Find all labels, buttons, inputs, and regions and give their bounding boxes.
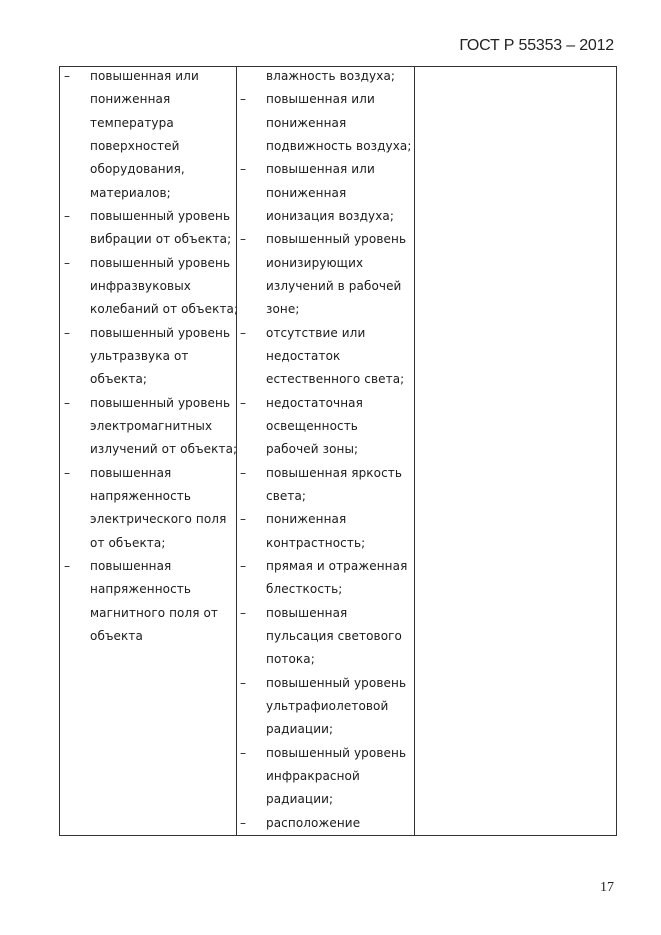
list-item-text-line: колебаний от объекта; xyxy=(90,302,239,317)
list-item-text-line: блесткость; xyxy=(266,582,343,597)
list-item-text-line: излучений в рабочей xyxy=(266,278,402,293)
list-item-text-line: естественного света; xyxy=(266,372,405,387)
list-item-text-line: повышенный уровень xyxy=(90,255,231,270)
list-item-text-line: пульсация светового xyxy=(266,628,402,643)
list-item-text-line: радиации; xyxy=(266,792,334,807)
hazard-factors-table xyxy=(59,66,617,836)
standard-code-header: ГОСТ Р 55353 – 2012 xyxy=(459,37,614,54)
list-item-text-line: объекта xyxy=(90,628,143,643)
list-item-text-line: материалов; xyxy=(90,185,171,200)
list-item-text-line: ионизация воздуха; xyxy=(266,208,395,223)
list-item-text-line: магнитного поля от xyxy=(90,605,219,620)
list-bullet: – xyxy=(240,232,246,247)
list-item-text-line: недостаток xyxy=(266,348,341,363)
list-item-text-line: освещенность xyxy=(266,418,358,433)
list-bullet: – xyxy=(240,745,246,760)
list-item-text-line: электромагнитных xyxy=(90,418,213,433)
list-bullet: – xyxy=(64,255,70,270)
list-item-text-line: повышенный уровень xyxy=(90,208,231,223)
list-bullet: – xyxy=(240,395,246,410)
list-bullet: – xyxy=(64,69,70,83)
list-item-text-line: напряженность xyxy=(90,488,192,503)
list-item-text-line: пониженная xyxy=(266,115,347,130)
list-item-text-line: ультразвука от xyxy=(90,348,189,363)
list-bullet: – xyxy=(64,558,70,573)
list-item-text-line: расположение xyxy=(266,815,361,830)
list-item-text-line: повышенный уровень xyxy=(90,395,231,410)
list-bullet: – xyxy=(64,465,70,480)
list-item-text-line: отсутствие или xyxy=(266,325,366,340)
list-item-text-line: повышенная яркость xyxy=(266,465,403,480)
list-item-text-line: объекта; xyxy=(90,372,148,387)
list-item-text-line: повышенная или xyxy=(266,92,375,107)
list-item-text-line: зоне; xyxy=(266,302,300,317)
list-item-text-line: потока; xyxy=(266,652,315,667)
list-item-text-line: повышенная или xyxy=(266,162,375,177)
column-divider-2 xyxy=(414,67,415,835)
list-item-text-line: температура xyxy=(90,115,174,130)
list-item-text-line: инфразвуковых xyxy=(90,278,191,293)
list-item-text-line: контрастность; xyxy=(266,535,366,550)
list-bullet: – xyxy=(240,815,246,830)
list-item-text-line: излучений от объекта; xyxy=(90,442,238,457)
list-bullet: – xyxy=(240,558,246,573)
list-item-text-line: поверхностей xyxy=(90,138,180,153)
list-item-text-line: повышенная xyxy=(90,465,172,480)
continued-text-line: влажность воздуха; xyxy=(266,69,396,83)
list-bullet: – xyxy=(64,395,70,410)
list-item-text-line: пониженная xyxy=(266,185,347,200)
list-bullet: – xyxy=(240,675,246,690)
list-item-text-line: света; xyxy=(266,488,307,503)
list-bullet: – xyxy=(240,325,246,340)
list-item-text-line: ионизирующих xyxy=(266,255,364,270)
list-item-text-line: вибрации от объекта; xyxy=(90,232,232,247)
list-item-text-line: радиации; xyxy=(266,722,334,737)
list-item-text-line: повышенный уровень xyxy=(266,675,407,690)
list-bullet: – xyxy=(240,162,246,177)
list-item-text-line: инфракрасной xyxy=(266,768,360,783)
list-item-text-line: пониженная xyxy=(266,512,347,527)
list-bullet: – xyxy=(240,465,246,480)
list-item-text-line: электрического поля xyxy=(90,512,227,527)
list-bullet: – xyxy=(240,92,246,107)
list-item-text-line: пониженная xyxy=(90,92,171,107)
list-bullet: – xyxy=(240,605,246,620)
list-item-text-line: рабочей зоны; xyxy=(266,442,359,457)
list-item-text-line: повышенная xyxy=(90,558,172,573)
list-item-text-line: напряженность xyxy=(90,582,192,597)
list-bullet: – xyxy=(64,325,70,340)
list-item-text-line: прямая и отраженная xyxy=(266,558,408,573)
list-item-text-line: недостаточная xyxy=(266,395,363,410)
list-bullet: – xyxy=(64,208,70,223)
page-number: 17 xyxy=(600,880,614,895)
list-item-text-line: повышенная xyxy=(266,605,348,620)
list-item-text-line: повышенная или xyxy=(90,69,199,83)
list-item-text-line: от объекта; xyxy=(90,535,166,550)
list-item-text-line: повышенный уровень xyxy=(90,325,231,340)
list-item-text-line: подвижность воздуха; xyxy=(266,138,412,153)
list-item-text-line: ультрафиолетовой xyxy=(266,698,389,713)
list-bullet: – xyxy=(240,512,246,527)
list-item-text-line: повышенный уровень xyxy=(266,232,407,247)
list-item-text-line: повышенный уровень xyxy=(266,745,407,760)
list-item-text-line: оборудования, xyxy=(90,162,185,177)
